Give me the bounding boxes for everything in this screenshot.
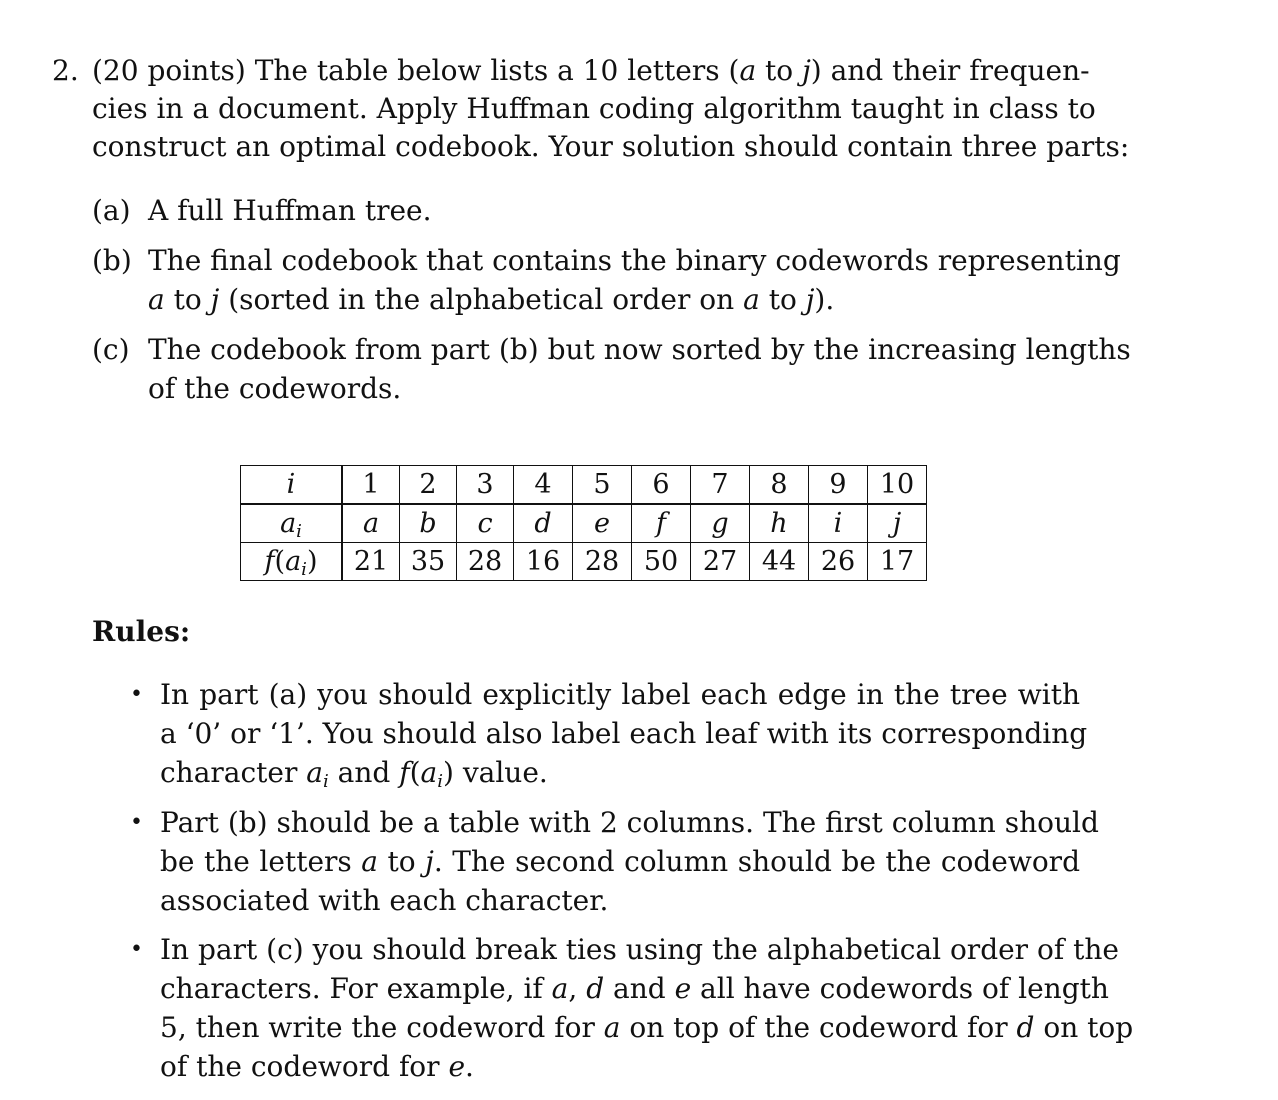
part-c-text-2: of the codewords. bbox=[148, 372, 402, 405]
frequency-row-header bbox=[241, 543, 343, 581]
letter: b bbox=[419, 508, 437, 539]
letter-cell bbox=[809, 504, 868, 543]
intro-line-1 bbox=[92, 52, 1090, 90]
text: to bbox=[164, 283, 211, 316]
text: . The second column should be the codeword bbox=[433, 845, 1080, 878]
letter-row bbox=[241, 504, 927, 543]
letter-cell bbox=[342, 504, 400, 543]
rule-1-line-3: character $a_i$ and $f(a_i)$ value. bbox=[160, 756, 548, 792]
text: be the letters bbox=[160, 845, 362, 878]
rule-3-line-4 bbox=[160, 1048, 474, 1086]
frequency-cell: 28 bbox=[573, 543, 632, 581]
letter-cell bbox=[632, 504, 691, 543]
letter: g bbox=[711, 508, 729, 539]
var-a: a bbox=[306, 756, 323, 789]
var-a: a bbox=[420, 756, 438, 789]
text: value. bbox=[453, 756, 548, 789]
text: and bbox=[604, 972, 675, 1005]
var-j: j bbox=[802, 54, 811, 87]
paren: ( bbox=[274, 546, 286, 577]
letter: e bbox=[594, 508, 610, 539]
text: on top bbox=[1034, 1011, 1134, 1044]
letter: f bbox=[656, 508, 666, 539]
frequency-table bbox=[240, 465, 927, 581]
letter-cell bbox=[514, 504, 573, 543]
part-c-label: (c) bbox=[92, 333, 130, 366]
part-b-label: (b) bbox=[92, 244, 132, 277]
var-e: e bbox=[448, 1050, 466, 1083]
index-cell: 5 bbox=[573, 466, 632, 505]
subscript-i: i bbox=[301, 559, 307, 580]
frequency-cell: 26 bbox=[809, 543, 868, 581]
var-a: a bbox=[280, 508, 297, 539]
intro-line-2: cies in a document. Apply Huffman coding algorithm taught in class to bbox=[92, 92, 1096, 125]
text: (sorted in the alphabetical order on bbox=[219, 283, 744, 316]
letter: a bbox=[362, 508, 380, 539]
index-cell: 6 bbox=[632, 466, 691, 505]
rule-3-line-3 bbox=[160, 1009, 1134, 1047]
frequency-cell: 28 bbox=[457, 543, 514, 581]
letter-cell bbox=[457, 504, 514, 543]
index-cell: 2 bbox=[400, 466, 457, 505]
index-cell: 7 bbox=[691, 466, 750, 505]
frequency-cell: 17 bbox=[868, 543, 927, 581]
letter-cell bbox=[750, 504, 809, 543]
letter-row-header bbox=[241, 504, 343, 543]
var-d: d bbox=[1016, 1011, 1035, 1044]
paren: ) bbox=[306, 546, 318, 577]
var-a: a bbox=[739, 54, 757, 87]
text: character bbox=[160, 756, 307, 789]
var-j: j bbox=[425, 845, 434, 878]
part-b-text-1: The final codebook that contains the binary codewords representing bbox=[148, 244, 1121, 277]
letter: d bbox=[534, 508, 552, 539]
text: ). bbox=[814, 283, 835, 316]
points-label: (20 points) bbox=[92, 54, 246, 87]
var-a: a bbox=[361, 845, 378, 878]
rule-2-line-3: associated with each character. bbox=[160, 884, 609, 917]
text: of the codeword for bbox=[160, 1050, 449, 1083]
part-b-text-2 bbox=[148, 281, 834, 319]
bullet-icon: • bbox=[130, 937, 143, 962]
var-e: e bbox=[674, 972, 692, 1005]
text: on top of the codeword for bbox=[620, 1011, 1017, 1044]
index-cell: 4 bbox=[514, 466, 573, 505]
var-j: j bbox=[210, 283, 220, 316]
rule-2-line-2 bbox=[160, 843, 1080, 881]
letter-cell bbox=[691, 504, 750, 543]
text: . bbox=[465, 1050, 474, 1083]
var-f: f bbox=[264, 546, 275, 577]
letter-cell bbox=[868, 504, 927, 543]
var-d: d bbox=[586, 972, 605, 1005]
intro-text: ) and their frequen- bbox=[810, 54, 1090, 87]
var-a: a bbox=[148, 283, 165, 316]
letter: h bbox=[770, 508, 788, 539]
index-cell: 9 bbox=[809, 466, 868, 505]
index-cell: 1 bbox=[342, 466, 400, 505]
subscript-i: i bbox=[296, 521, 302, 542]
frequency-row bbox=[241, 543, 927, 581]
intro-text: The table below lists a 10 letters ( bbox=[254, 54, 740, 87]
subscript-i: i bbox=[437, 771, 443, 792]
subscript-i: i bbox=[322, 771, 329, 792]
problem-number: 2. bbox=[52, 54, 79, 87]
frequency-cell: 35 bbox=[400, 543, 457, 581]
frequency-cell: 27 bbox=[691, 543, 750, 581]
letter: c bbox=[477, 508, 493, 539]
text: characters. For example, if bbox=[160, 972, 552, 1005]
frequency-cell: 44 bbox=[750, 543, 809, 581]
text: , bbox=[568, 972, 587, 1005]
var-f: f bbox=[399, 756, 410, 789]
rule-1-line-1: In part (a) you should explicitly label each edge in the tree with bbox=[160, 678, 1080, 711]
letter: j bbox=[892, 508, 902, 539]
index-row-header bbox=[241, 466, 343, 505]
frequency-cell: 21 bbox=[342, 543, 400, 581]
letter-cell bbox=[573, 504, 632, 543]
var-a: a bbox=[285, 546, 302, 577]
var-i: i bbox=[286, 469, 296, 500]
frequency-cell: 50 bbox=[632, 543, 691, 581]
var-j: j bbox=[805, 283, 815, 316]
letter-cell bbox=[400, 504, 457, 543]
bullet-icon: • bbox=[130, 810, 143, 835]
index-row bbox=[241, 466, 927, 505]
index-cell: 10 bbox=[868, 466, 927, 505]
var-a: a bbox=[551, 972, 569, 1005]
rule-3-line-2 bbox=[160, 970, 1109, 1008]
text: 5, then write the codeword for bbox=[160, 1011, 604, 1044]
intro-line-3: construct an optimal codebook. Your solution should contain three parts: bbox=[92, 130, 1130, 163]
rules-heading: Rules: bbox=[92, 615, 191, 648]
var-a: a bbox=[603, 1011, 621, 1044]
frequency-cell: 16 bbox=[514, 543, 573, 581]
text: to bbox=[378, 845, 426, 878]
var-a: a bbox=[743, 283, 760, 316]
index-cell: 8 bbox=[750, 466, 809, 505]
part-a-label: (a) bbox=[92, 194, 131, 227]
index-cell: 3 bbox=[457, 466, 514, 505]
part-c-text-1: The codebook from part (b) but now sorted by the increasing lengths bbox=[148, 333, 1131, 366]
bullet-icon: • bbox=[130, 682, 143, 707]
rule-1-line-2: a ‘0’ or ‘1’. You should also label each leaf with its corresponding bbox=[160, 717, 1088, 750]
letter: i bbox=[833, 508, 843, 539]
text: and bbox=[328, 756, 400, 789]
text: all have codewords of length bbox=[691, 972, 1109, 1005]
part-a-text: A full Huffman tree. bbox=[148, 194, 432, 227]
rule-2-line-1: Part (b) should be a table with 2 columns. The first column should bbox=[160, 806, 1099, 839]
intro-text: to bbox=[756, 54, 803, 87]
text: to bbox=[759, 283, 806, 316]
rule-3-line-1: In part (c) you should break ties using the alphabetical order of the bbox=[160, 933, 1119, 966]
